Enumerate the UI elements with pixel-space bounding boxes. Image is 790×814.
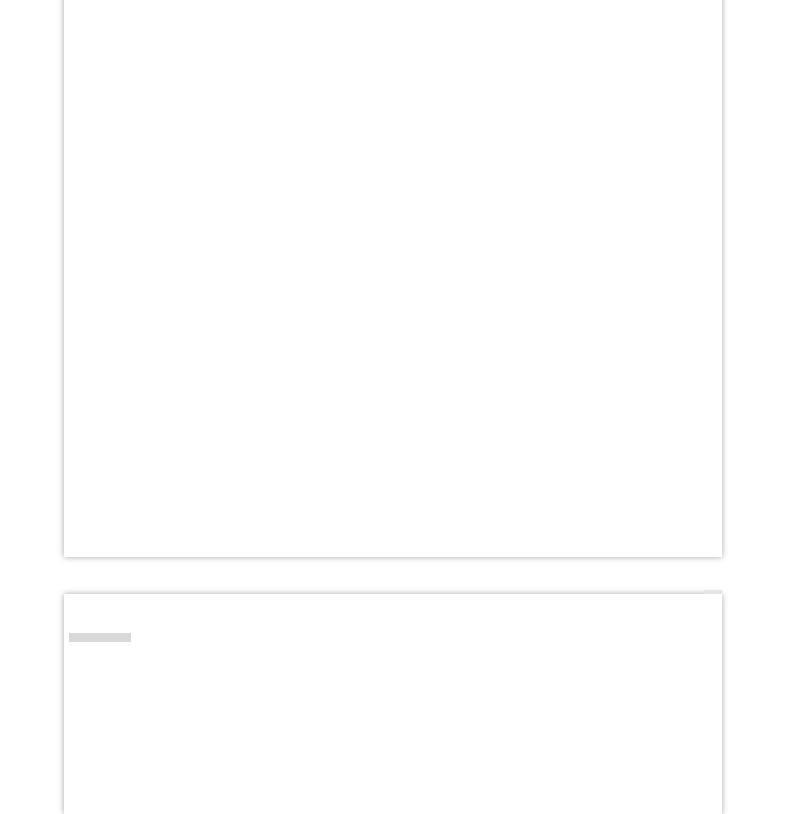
- toc-page-bottom: [64, 594, 722, 814]
- running-header-bar: [69, 633, 131, 642]
- page-corner-tab: [704, 590, 722, 594]
- toc-page-top: [64, 0, 722, 557]
